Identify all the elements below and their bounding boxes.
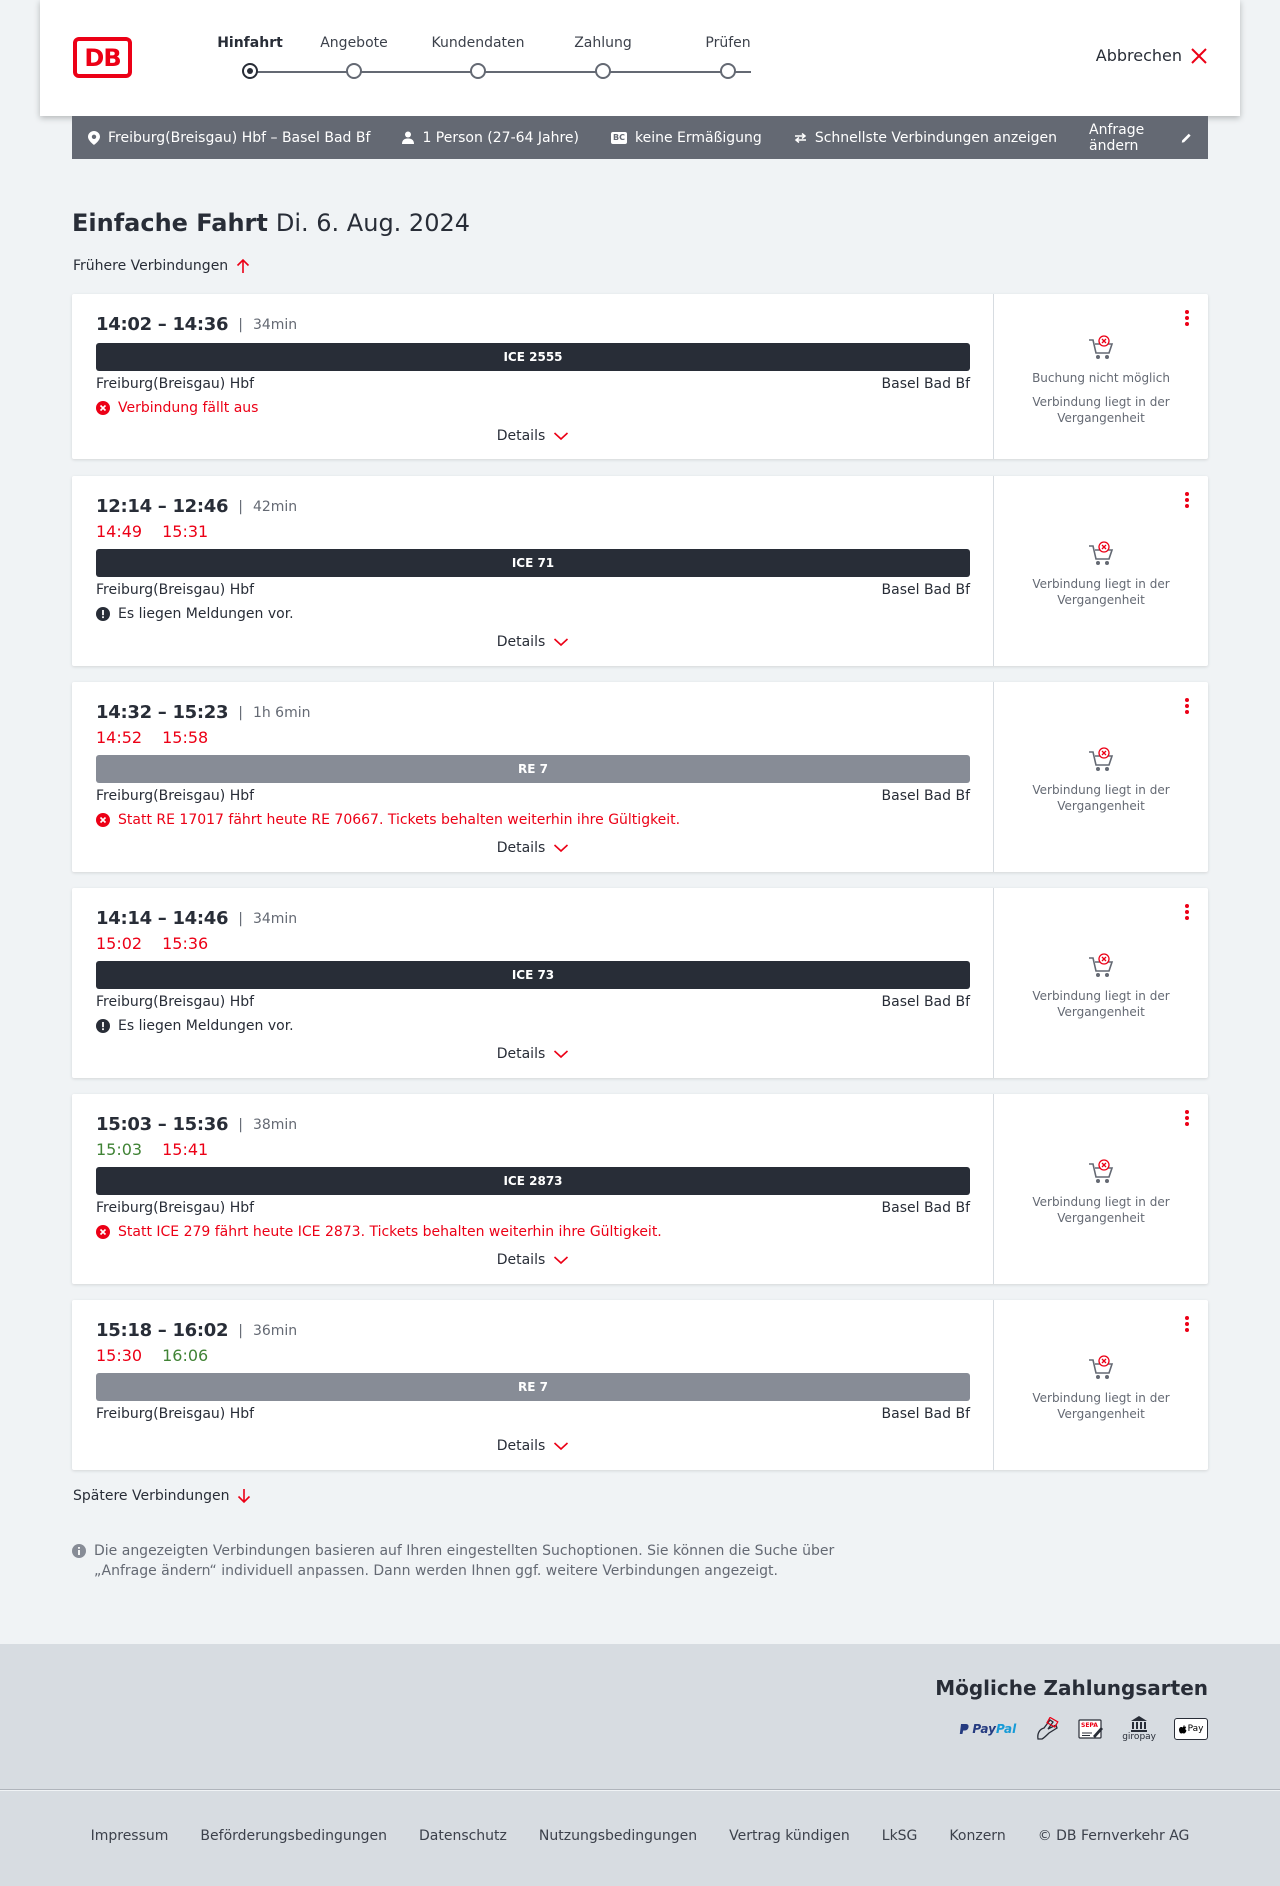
connection-main: [72, 476, 994, 666]
duration: 34min: [252, 316, 298, 333]
cart-unavailable-icon: [1087, 1158, 1115, 1186]
location-pin-icon: [88, 131, 100, 145]
booking-status: [994, 540, 1208, 608]
arrival-time: 15:36: [172, 1114, 229, 1135]
earlier-connections-button[interactable]: [73, 258, 250, 274]
option-text: Schnellste Verbindungen anzeigen: [814, 129, 1058, 146]
payment-methods-section: [0, 1644, 1280, 1790]
chevron-down-icon: [553, 1441, 569, 1451]
stations: [96, 582, 970, 598]
warning-circle-icon: [96, 607, 110, 621]
chevron-down-icon: [553, 1049, 569, 1059]
connection-card[interactable]: [72, 476, 1208, 666]
to-station: Basel Bad Bf: [881, 1406, 970, 1422]
giropay-icon: giropay: [1122, 1716, 1156, 1742]
from-station: Freiburg(Breisgau) Hbf: [96, 1200, 255, 1216]
footer-link-impressum[interactable]: Impressum: [90, 1828, 169, 1844]
connection-main: [72, 294, 994, 459]
error-circle-icon: [96, 401, 110, 415]
step-label: Hinfahrt: [217, 35, 283, 51]
footer-link-nutzungsbedingungen[interactable]: Nutzungsbedingungen: [538, 1828, 698, 1844]
chevron-down-icon: [553, 431, 569, 441]
duration: 42min: [252, 498, 298, 515]
to-station: Basel Bad Bf: [881, 582, 970, 598]
connection-card[interactable]: [72, 1300, 1208, 1470]
realtime-departure: 15:03: [96, 1140, 143, 1159]
train-bar: ICE 2873: [96, 1167, 970, 1195]
details-label: Details: [496, 840, 546, 856]
realtime-arrival: 15:36: [162, 934, 209, 953]
status-text: Verbindung liegt in der Vergangenheit: [1032, 577, 1170, 607]
to-station: Basel Bad Bf: [881, 994, 970, 1010]
realtime-departure: 15:30: [96, 1346, 143, 1365]
duration: 38min: [252, 1116, 298, 1133]
train-bar: RE 7: [96, 1373, 970, 1401]
later-connections-button[interactable]: [73, 1488, 251, 1504]
arrival-time: 12:46: [172, 496, 229, 517]
message-text: Statt ICE 279 fährt heute ICE 2873. Tickets behalten weiterhin ihre Gültigkeit.: [118, 1224, 662, 1240]
connection-main: [72, 1094, 994, 1284]
cancel-button[interactable]: [1096, 46, 1208, 65]
duration: 36min: [252, 1322, 298, 1339]
details-label: Details: [496, 1252, 546, 1268]
departure-time: 12:14: [96, 496, 152, 517]
status-text: Verbindung liegt in der Vergangenheit: [1032, 1391, 1170, 1421]
connection-message: [96, 1018, 294, 1034]
details-label: Details: [496, 634, 546, 650]
stations: [96, 1406, 970, 1422]
cart-unavailable-icon: [1087, 1354, 1115, 1382]
to-station: Basel Bad Bf: [881, 376, 970, 392]
from-station: Freiburg(Breisgau) Hbf: [96, 1406, 255, 1422]
realtime-times: [96, 934, 228, 953]
step-pruefen: [668, 34, 788, 79]
scheduled-times: 14:32 – 15:23 | 1h 6min: [96, 702, 311, 723]
discount-text: keine Ermäßigung: [634, 129, 762, 146]
message-text: Verbindung fällt aus: [118, 400, 259, 416]
departure-time: 14:32: [96, 702, 152, 723]
trip-type: Einfache Fahrt: [72, 209, 268, 237]
info-note: [72, 1541, 852, 1581]
error-circle-icon: [96, 813, 110, 827]
departure-time: 14:02: [96, 314, 152, 335]
details-toggle[interactable]: [72, 428, 994, 444]
arrow-up-icon: [236, 258, 250, 274]
realtime-times: [96, 1140, 228, 1159]
from-station: Freiburg(Breisgau) Hbf: [96, 582, 255, 598]
booking-stepper: [175, 34, 815, 84]
realtime-times: [96, 728, 228, 747]
connection-card[interactable]: [72, 682, 1208, 872]
footer: [0, 1791, 1280, 1886]
realtime-arrival: 15:41: [162, 1140, 209, 1159]
edit-request-button[interactable]: [1089, 122, 1192, 154]
cancel-label: Abbrechen: [1095, 46, 1182, 65]
message-text: Es liegen Meldungen vor.: [118, 1018, 294, 1034]
details-toggle[interactable]: [72, 840, 994, 856]
step-dot: [720, 63, 736, 79]
discount-summary: [611, 130, 762, 146]
more-options-icon[interactable]: [1182, 1110, 1192, 1128]
passenger-text: 1 Person (27-64 Jahre): [422, 129, 579, 146]
train-bar: ICE 2555: [96, 343, 970, 371]
page-title: [72, 209, 470, 237]
option-summary: [794, 130, 1057, 146]
step-zahlung: [543, 34, 663, 79]
booking-panel: [994, 1094, 1208, 1284]
realtime-arrival: 16:06: [162, 1346, 209, 1365]
booking-status: [994, 1158, 1208, 1226]
step-kundendaten: [418, 34, 538, 79]
scheduled-times: 14:02 – 14:36 | 34min: [96, 314, 298, 335]
status-text: Verbindung liegt in der Vergangenheit: [1032, 783, 1170, 813]
trip-date: Di. 6. Aug. 2024: [275, 209, 471, 237]
connection-main: [72, 888, 994, 1078]
step-label: Prüfen: [705, 35, 751, 51]
booking-panel: [994, 888, 1208, 1078]
more-options-icon[interactable]: [1182, 1316, 1192, 1334]
details-label: Details: [496, 1046, 546, 1062]
booking-status: [994, 746, 1208, 814]
duration: 1h 6min: [252, 704, 311, 721]
connection-message: [96, 400, 258, 416]
arrow-down-icon: [237, 1488, 251, 1504]
departure-time: 15:03: [96, 1114, 152, 1135]
footer-link-vertrag-kuendigen[interactable]: Vertrag kündigen: [729, 1828, 850, 1844]
chevron-down-icon: [553, 637, 569, 647]
details-toggle[interactable]: [72, 1252, 994, 1268]
connection-main: [72, 1300, 994, 1470]
info-text: Die angezeigten Verbindungen basieren auf Ihren eingestellten Suchoptionen. Sie können die Suche über „Anfrage ändern“ individuell anpassen. Dann werden Ihnen ggf. weitere Verbindungen angezeigt.: [94, 1543, 835, 1579]
route-summary: [88, 130, 370, 146]
step-dot-active: [242, 63, 258, 79]
details-label: Details: [496, 428, 546, 444]
connection-message: [96, 812, 680, 828]
cart-unavailable-icon: [1087, 334, 1115, 362]
status-text: Verbindung liegt in der Vergangenheit: [1032, 989, 1170, 1019]
pencil-icon: [1181, 131, 1192, 145]
realtime-times: [96, 1346, 228, 1365]
realtime-times: [96, 522, 228, 541]
stations: [96, 788, 970, 804]
realtime-arrival: 15:31: [162, 522, 209, 541]
details-toggle[interactable]: [72, 1438, 994, 1454]
realtime-departure: 14:52: [96, 728, 143, 747]
payment-title: Mögliche Zahlungsarten: [935, 1676, 1208, 1700]
step-dot: [595, 63, 611, 79]
later-connections-label: Spätere Verbindungen: [73, 1488, 230, 1504]
booking-panel: [994, 294, 1208, 459]
warning-circle-icon: [96, 1019, 110, 1033]
footer-link-datenschutz[interactable]: Datenschutz: [418, 1828, 507, 1844]
footer-link-lksg[interactable]: LkSG: [881, 1828, 918, 1844]
scheduled-times: 15:03 – 15:36 | 38min: [96, 1114, 298, 1135]
cart-unavailable-icon: [1087, 952, 1115, 980]
status-text: Verbindung liegt in der Vergangenheit: [1032, 395, 1170, 425]
booking-panel: [994, 682, 1208, 872]
scheduled-times: 12:14 – 12:46 | 42min: [96, 496, 298, 517]
train-bar: RE 7: [96, 755, 970, 783]
details-toggle[interactable]: [72, 634, 994, 650]
payment-icons: [940, 1716, 1208, 1742]
more-options-icon[interactable]: [1182, 492, 1192, 510]
train-bar: ICE 73: [96, 961, 970, 989]
arrival-time: 15:23: [172, 702, 229, 723]
step-label: Angebote: [320, 35, 388, 51]
step-dot: [346, 63, 362, 79]
scheduled-times: 14:14 – 14:46 | 34min: [96, 908, 298, 929]
scheduled-times: 15:18 – 16:02 | 36min: [96, 1320, 298, 1341]
arrival-time: 16:02: [172, 1320, 229, 1341]
to-station: Basel Bad Bf: [881, 788, 970, 804]
more-options-icon[interactable]: [1182, 698, 1192, 716]
copyright: © DB Fernverkehr AG: [1037, 1828, 1190, 1844]
departure-time: 15:18: [96, 1320, 152, 1341]
apple-pay-icon: Pay: [1174, 1718, 1208, 1740]
step-label: Kundendaten: [431, 35, 525, 51]
from-station: Freiburg(Breisgau) Hbf: [96, 788, 255, 804]
info-icon: [72, 1544, 86, 1558]
cart-unavailable-icon: [1087, 746, 1115, 774]
step-hinfahrt[interactable]: [190, 34, 310, 79]
step-label: Zahlung: [574, 35, 632, 51]
footer-links: [0, 1828, 1280, 1844]
from-station: Freiburg(Breisgau) Hbf: [96, 376, 255, 392]
duration: 34min: [252, 910, 298, 927]
connection-card[interactable]: [72, 1094, 1208, 1284]
search-summary-bar: [72, 116, 1208, 159]
details-label: Details: [496, 1438, 546, 1454]
footer-link-konzern[interactable]: Konzern: [949, 1828, 1006, 1844]
credit-card-icon: [1034, 1717, 1060, 1741]
message-text: Statt RE 17017 fährt heute RE 70667. Tickets behalten weiterhin ihre Gültigkeit.: [118, 812, 681, 828]
realtime-departure: 14:49: [96, 522, 143, 541]
realtime-departure: 15:02: [96, 934, 143, 953]
connection-card[interactable]: [72, 294, 1208, 459]
header: [40, 0, 1240, 116]
chevron-down-icon: [553, 843, 569, 853]
step-dot: [470, 63, 486, 79]
sepa-icon: [1078, 1717, 1104, 1741]
error-circle-icon: [96, 1225, 110, 1239]
cart-unavailable-icon: [1087, 540, 1115, 568]
realtime-arrival: 15:58: [162, 728, 209, 747]
more-options-icon[interactable]: [1182, 904, 1192, 922]
from-station: Freiburg(Breisgau) Hbf: [96, 994, 255, 1010]
more-options-icon[interactable]: [1182, 310, 1192, 328]
db-logo[interactable]: DB: [73, 37, 132, 78]
arrival-time: 14:36: [172, 314, 229, 335]
step-angebote: [294, 34, 414, 79]
booking-status: [994, 952, 1208, 1020]
booking-status: [994, 334, 1208, 426]
edit-request-label: Anfrage ändern: [1089, 121, 1145, 154]
details-toggle[interactable]: [72, 1046, 994, 1062]
route-text: Freiburg(Breisgau) Hbf – Basel Bad Bf: [108, 129, 371, 146]
connection-message: [96, 1224, 662, 1240]
departure-time: 14:14: [96, 908, 152, 929]
svg-text:SEPA: SEPA: [1081, 1722, 1099, 1729]
passenger-summary: [402, 130, 579, 146]
message-text: Es liegen Meldungen vor.: [118, 606, 294, 622]
booking-panel: [994, 1300, 1208, 1470]
stations: [96, 376, 970, 392]
booking-status: [994, 1354, 1208, 1422]
chevron-down-icon: [553, 1255, 569, 1265]
booking-text: Buchung nicht möglich: [1032, 371, 1170, 385]
arrival-time: 14:46: [172, 908, 229, 929]
footer-link-befoerderungsbedingungen[interactable]: Beförderungsbedingungen: [200, 1828, 387, 1844]
earlier-connections-label: Frühere Verbindungen: [73, 258, 229, 274]
booking-panel: [994, 476, 1208, 666]
connection-card[interactable]: [72, 888, 1208, 1078]
connection-message: [96, 606, 294, 622]
train-bar: ICE 71: [96, 549, 970, 577]
stations: [96, 994, 970, 1010]
paypal-icon: Pay Pal: [958, 1722, 1016, 1736]
close-icon: [1190, 47, 1208, 65]
person-icon: [402, 131, 414, 144]
connection-main: [72, 682, 994, 872]
bahncard-icon: BC: [613, 132, 625, 142]
to-station: Basel Bad Bf: [881, 1200, 970, 1216]
status-text: Verbindung liegt in der Vergangenheit: [1032, 1195, 1170, 1225]
stations: [96, 1200, 970, 1216]
swap-arrows-icon: [794, 133, 807, 143]
